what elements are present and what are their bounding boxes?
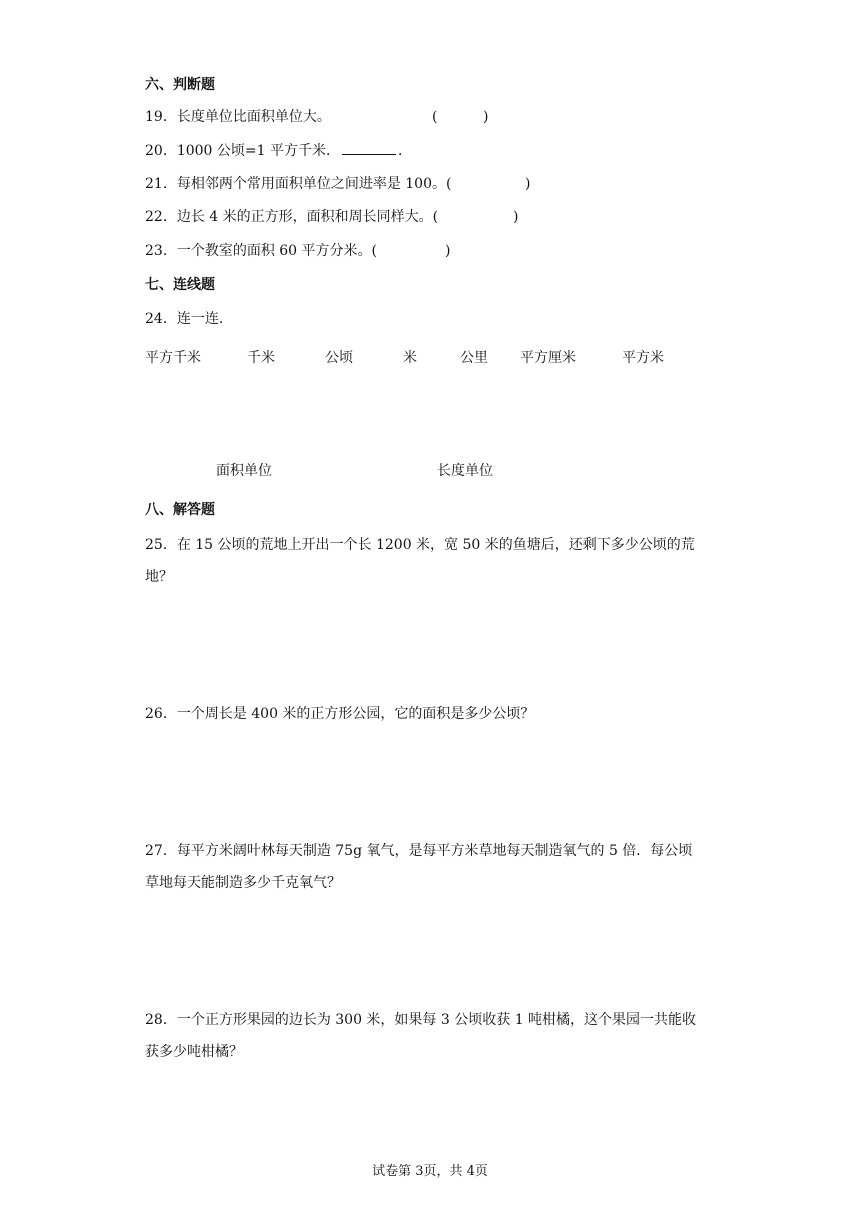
match-word-kilometer[interactable]: 千米 — [247, 350, 275, 366]
question-19: 19．长度单位比面积单位大。 — [145, 109, 331, 125]
section-heading-match: 七、连线题 — [145, 277, 215, 293]
match-word-square-centimeter[interactable]: 平方厘米 — [520, 350, 576, 366]
match-word-meter[interactable]: 米 — [403, 350, 417, 366]
question-20 — [145, 142, 412, 160]
question-26: 26．一个周长是 400 米的正方形公园，它的面积是多少公顷？ — [145, 706, 535, 722]
question-25-line2: 地？ — [145, 569, 173, 585]
q20-answer-blank[interactable] — [342, 142, 396, 155]
question-28-line2: 获多少吨柑橘？ — [145, 1044, 243, 1060]
q20-text-end: ． — [397, 143, 412, 159]
question-24: 24．连一连. — [145, 311, 224, 327]
match-word-hectare[interactable]: 公顷 — [325, 350, 353, 366]
question-23: 23．一个教室的面积 60 平方分米。( — [145, 243, 377, 259]
question-27-line1: 27．每平方米阔叶林每天制造 75g 氧气，是每平方米草地每天制造氧气的 5 倍．每公顷 — [145, 843, 693, 859]
question-25-line1: 25．在 15 公顷的荒地上开出一个长 1200 米，宽 50 米的鱼塘后，还剩下多少公顷的荒 — [145, 537, 695, 553]
q19-right-paren: ) — [483, 109, 489, 125]
match-word-square-meter[interactable]: 平方米 — [622, 350, 664, 366]
q23-right-paren: ) — [445, 243, 451, 259]
q22-right-paren: ) — [513, 209, 519, 225]
question-27-line2: 草地每天能制造多少千克氧气？ — [145, 875, 341, 891]
match-word-gongli[interactable]: 公里 — [460, 350, 488, 366]
page-footer: 试卷第 3页，共 4页 — [372, 1164, 488, 1179]
section-heading-solve: 八、解答题 — [145, 502, 215, 518]
question-22: 22．边长 4 米的正方形，面积和周长同样大。( — [145, 209, 439, 225]
match-category-area[interactable]: 面积单位 — [216, 463, 272, 479]
question-28-line1: 28．一个正方形果园的边长为 300 米，如果每 3 公顷收获 1 吨柑橘，这个果园一共能收 — [145, 1012, 697, 1028]
section-heading-judge: 六、判断题 — [145, 77, 215, 93]
q20-text: 20．1000 公顷=1 平方千米． — [145, 143, 340, 159]
match-word-square-kilometer[interactable]: 平方千米 — [145, 350, 201, 366]
match-category-length[interactable]: 长度单位 — [437, 463, 493, 479]
q19-left-paren: ( — [432, 109, 438, 125]
q21-right-paren: ) — [525, 176, 531, 192]
question-21: 21．每相邻两个常用面积单位之间进率是 100。( — [145, 176, 452, 192]
